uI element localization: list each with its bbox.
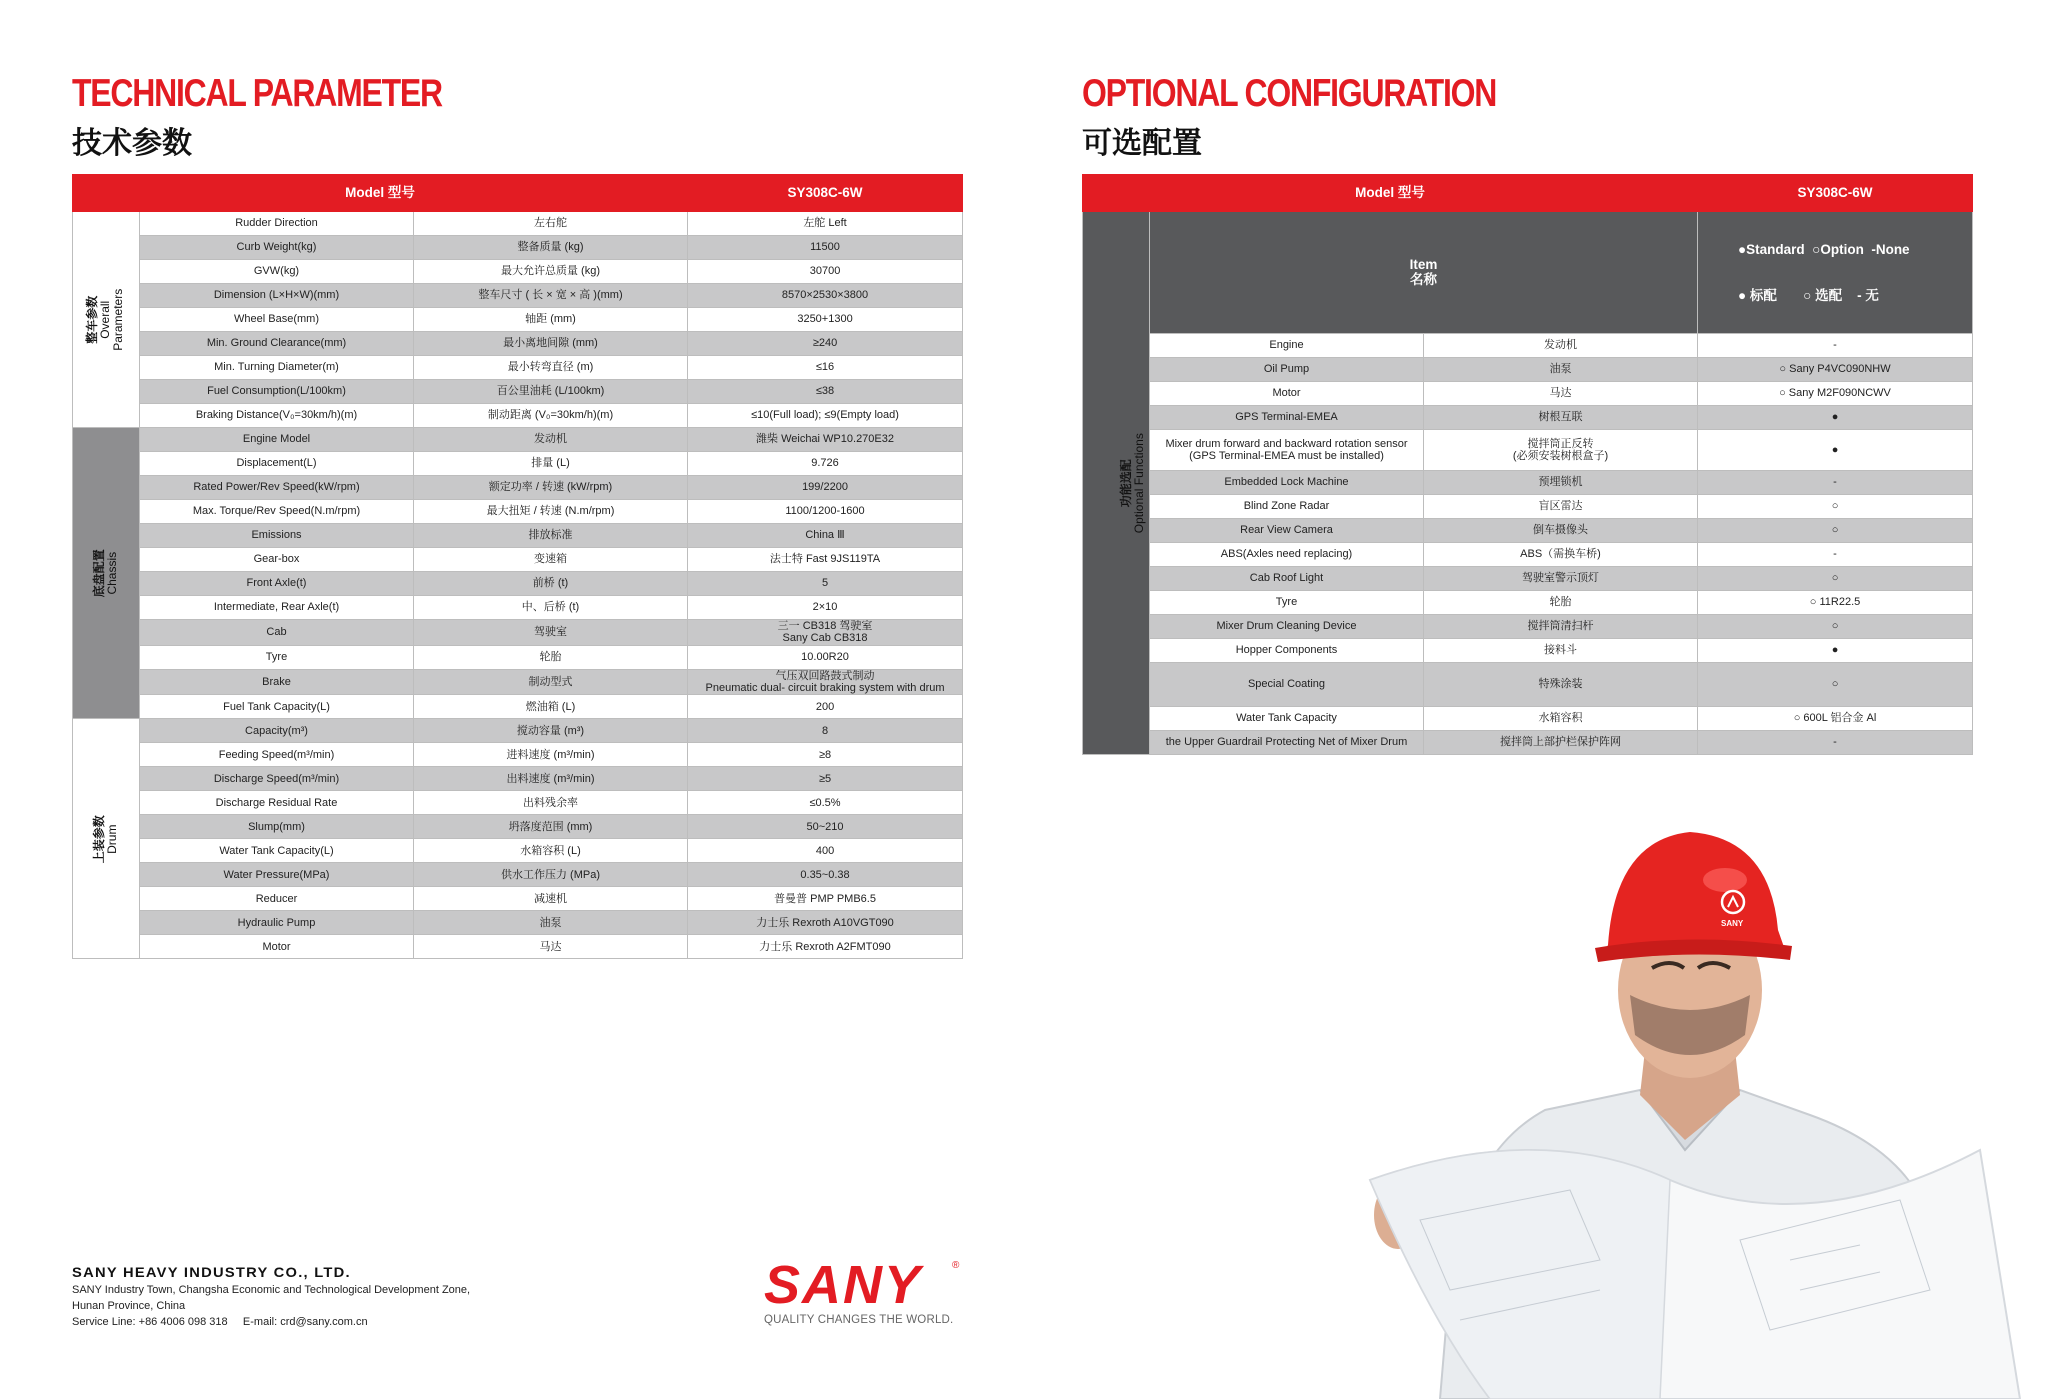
option-name-cn — [1424, 518, 1698, 542]
param-value — [688, 284, 963, 308]
param-value-text: ≥5 — [818, 772, 832, 785]
option-name-cn-text-2: (必须安装树根盒子) — [1512, 449, 1609, 462]
param-name-en: Reducer — [140, 887, 414, 911]
option-name-en-text: Tyre — [1275, 596, 1298, 609]
param-name-en: Emissions — [140, 524, 414, 548]
table-row — [73, 911, 963, 935]
optional-functions-section — [1083, 212, 1150, 755]
table-row — [73, 212, 963, 236]
param-name-cn: 排量 (L) — [414, 452, 688, 476]
param-name-en: Rudder Direction — [140, 212, 414, 236]
param-name-en: Max. Torque/Rev Speed(N.m/rpm) — [140, 500, 414, 524]
company-contact: Service Line: +86 4006 098 318 E-mail: crd@sany.com.cn — [72, 1315, 368, 1328]
param-value — [688, 476, 963, 500]
param-value-text: 0.35~0.38 — [800, 868, 850, 881]
section-label-en-2: Parameters — [111, 288, 126, 351]
param-name-cn: 左右舵 — [414, 212, 688, 236]
param-name-cn: 制动距离 (V₀=30km/h)(m) — [414, 404, 688, 428]
param-name-cn: 前桥 (t) — [414, 572, 688, 596]
param-value-text: ≤10(Full load); ≤9(Empty load) — [751, 409, 899, 422]
option-name-en — [1150, 405, 1424, 429]
option-availability: ○ Sany M2F090NCWV — [1698, 381, 1973, 405]
technical-parameter-title: TECHNICAL PARAMETER — [72, 72, 442, 115]
section-label-cn: 整车参数 — [85, 295, 100, 344]
option-name-en — [1150, 638, 1424, 662]
param-value-text: 力士乐 Rexroth A10VGT090 — [756, 916, 894, 929]
table-row — [73, 356, 963, 380]
param-name-en: Engine Model — [140, 428, 414, 452]
param-value — [688, 596, 963, 620]
table-row — [73, 236, 963, 260]
param-value-text: 199/2200 — [802, 481, 848, 494]
technical-parameter-table — [72, 174, 963, 959]
param-name-en: Cab — [140, 620, 414, 646]
table-row — [1083, 429, 1973, 470]
option-name-en-text: ABS(Axles need replacing) — [1220, 548, 1353, 561]
table-row — [1083, 494, 1973, 518]
section-label-cell — [73, 719, 140, 959]
option-name-en — [1150, 494, 1424, 518]
option-availability: ○ — [1698, 566, 1973, 590]
param-value — [688, 452, 963, 476]
option-availability: - — [1698, 730, 1973, 754]
param-name-en: Curb Weight(kg) — [140, 236, 414, 260]
param-value-text: 1100/1200-1600 — [785, 505, 865, 518]
option-name-en — [1150, 730, 1424, 754]
param-name-en: Water Tank Capacity(L) — [140, 839, 414, 863]
option-name-en — [1150, 357, 1424, 381]
param-value — [688, 863, 963, 887]
option-availability: ● — [1698, 638, 1973, 662]
table-row — [73, 767, 963, 791]
param-name-cn: 水箱容积 (L) — [414, 839, 688, 863]
company-info — [72, 1262, 470, 1331]
param-value-text: ≥8 — [818, 748, 832, 761]
param-name-en: Min. Turning Diameter(m) — [140, 356, 414, 380]
legend-header — [1698, 212, 1973, 334]
param-value-text: 200 — [815, 700, 835, 713]
param-value — [688, 911, 963, 935]
model-header-label: Model 型号 — [73, 175, 688, 212]
param-value-text: 5 — [821, 577, 829, 590]
opt-model-header-label: Model 型号 — [1083, 175, 1698, 212]
param-value-text: China Ⅲ — [805, 529, 845, 542]
param-name-cn: 排放标准 — [414, 524, 688, 548]
table-row — [73, 524, 963, 548]
table-row — [1083, 333, 1973, 357]
option-name-cn-text: 水箱容积 — [1538, 712, 1583, 725]
table-row — [1083, 405, 1973, 429]
param-value-text: 400 — [815, 844, 835, 857]
option-name-cn — [1424, 470, 1698, 494]
company-address-line-1: SANY Industry Town, Changsha Economic and Technological Development Zone, — [72, 1283, 471, 1296]
option-name-en-text: Cab Roof Light — [1249, 572, 1324, 585]
param-name-cn: 减速机 — [414, 887, 688, 911]
option-name-cn-text: 树根互联 — [1538, 411, 1583, 424]
engineer-with-blueprint-image — [1340, 820, 2030, 1399]
param-value — [688, 380, 963, 404]
table-row — [73, 500, 963, 524]
param-name-cn: 油泵 — [414, 911, 688, 935]
option-name-en-text: Embedded Lock Machine — [1224, 476, 1349, 489]
param-name-en: Hydraulic Pump — [140, 911, 414, 935]
param-name-cn: 制动型式 — [414, 669, 688, 695]
table-row — [73, 596, 963, 620]
param-name-en: Capacity(m³) — [140, 719, 414, 743]
param-value — [688, 669, 963, 695]
param-value-text: 潍柴 Weichai WP10.270E32 — [756, 433, 894, 446]
param-value-text: 3250+1300 — [797, 313, 853, 326]
table-row — [73, 428, 963, 452]
option-name-cn — [1424, 405, 1698, 429]
sany-logo — [764, 1255, 960, 1326]
option-name-en-text: Oil Pump — [1263, 363, 1310, 376]
option-name-cn — [1424, 590, 1698, 614]
param-name-en: Rated Power/Rev Speed(kW/rpm) — [140, 476, 414, 500]
option-name-cn — [1424, 566, 1698, 590]
option-availability: ● — [1698, 405, 1973, 429]
param-value — [688, 791, 963, 815]
option-name-cn-text: ABS（需换车桥) — [1520, 548, 1601, 561]
table-row — [73, 791, 963, 815]
param-value-text: ≤0.5% — [809, 796, 841, 809]
option-name-en-text: Hopper Components — [1235, 644, 1338, 657]
table-row — [73, 380, 963, 404]
table-row — [73, 404, 963, 428]
param-name-cn: 搅动容量 (m³) — [414, 719, 688, 743]
table-row — [73, 863, 963, 887]
param-name-cn: 出料残余率 — [414, 791, 688, 815]
table-row — [1083, 706, 1973, 730]
param-value-text: 9.726 — [811, 457, 839, 470]
param-name-cn: 最小离地间隙 (mm) — [414, 332, 688, 356]
param-name-cn: 供水工作压力 (MPa) — [414, 863, 688, 887]
option-name-cn-text: 驾驶室警示顶灯 — [1522, 572, 1599, 585]
optional-configuration-title: OPTIONAL CONFIGURATION — [1082, 72, 1497, 115]
param-value — [688, 548, 963, 572]
table-row — [73, 332, 963, 356]
table-row — [73, 284, 963, 308]
param-value-text: ≤16 — [815, 361, 835, 374]
section-label-cell — [73, 428, 140, 719]
legend-line-2: ● 标配 ○ 选配 - 无 — [1738, 287, 1879, 303]
option-name-cn — [1424, 542, 1698, 566]
param-name-en: Braking Distance(V₀=30km/h)(m) — [140, 404, 414, 428]
section-label — [93, 815, 119, 863]
option-name-en — [1150, 590, 1424, 614]
param-name-en: Brake — [140, 669, 414, 695]
option-name-cn-text: 特殊涂装 — [1538, 678, 1583, 691]
option-name-en — [1150, 662, 1424, 706]
option-name-cn-text: 接料斗 — [1544, 644, 1577, 657]
param-value — [688, 935, 963, 959]
option-name-cn-text: 马达 — [1549, 387, 1572, 400]
table-row — [73, 887, 963, 911]
opt-model-header-value: SY308C-6W — [1698, 175, 1973, 212]
section-label-cn: 底盘配置 — [91, 549, 106, 598]
table-row — [1083, 730, 1973, 754]
param-value — [688, 719, 963, 743]
company-name: SANY HEAVY INDUSTRY CO., LTD. — [72, 1264, 351, 1280]
param-name-en: Discharge Speed(m³/min) — [140, 767, 414, 791]
table-row — [73, 548, 963, 572]
param-name-cn: 中、后桥 (t) — [414, 596, 688, 620]
section-label-cell — [73, 212, 140, 428]
param-name-cn: 额定功率 / 转速 (kW/rpm) — [414, 476, 688, 500]
option-name-en — [1150, 518, 1424, 542]
section-label-cn: 上装参数 — [91, 814, 106, 863]
option-name-en — [1150, 470, 1424, 494]
table-row — [1083, 614, 1973, 638]
param-name-en: Dimension (L×H×W)(mm) — [140, 284, 414, 308]
param-name-en: Fuel Tank Capacity(L) — [140, 695, 414, 719]
option-name-en — [1150, 614, 1424, 638]
option-availability: ○ — [1698, 518, 1973, 542]
section-label-en: Optional Functions — [1132, 432, 1147, 533]
param-value — [688, 524, 963, 548]
table-row — [73, 620, 963, 646]
table-row — [1083, 638, 1973, 662]
option-name-cn — [1424, 429, 1698, 470]
option-name-en — [1150, 706, 1424, 730]
section-label-en: Drum — [104, 824, 119, 854]
section-label-en: Chassis — [104, 551, 119, 595]
item-header-cn: 名称 — [1410, 272, 1437, 288]
table-row — [1083, 566, 1973, 590]
option-name-cn — [1424, 381, 1698, 405]
param-value-text: 8 — [821, 724, 829, 737]
table-row — [73, 669, 963, 695]
table-row — [1083, 381, 1973, 405]
option-name-en-text: the Upper Guardrail Protecting Net of Mixer Drum — [1165, 736, 1408, 749]
param-name-en: Gear-box — [140, 548, 414, 572]
option-name-cn-text: 搅拌筒清扫杆 — [1527, 620, 1594, 633]
option-name-en — [1150, 542, 1424, 566]
technical-parameter-title-cn: 技术参数 — [72, 126, 192, 161]
param-value — [688, 332, 963, 356]
option-name-cn — [1424, 730, 1698, 754]
param-name-en: Water Pressure(MPa) — [140, 863, 414, 887]
param-value — [688, 815, 963, 839]
param-name-cn: 坍落度范围 (mm) — [414, 815, 688, 839]
item-header — [1150, 212, 1698, 334]
section-label-en: Overall — [98, 300, 113, 339]
param-value — [688, 212, 963, 236]
option-availability: - — [1698, 333, 1973, 357]
option-name-en-text: Special Coating — [1247, 678, 1326, 691]
option-name-en — [1150, 429, 1424, 470]
param-value-text: 30700 — [809, 265, 841, 278]
param-name-en: Motor — [140, 935, 414, 959]
table-row — [73, 743, 963, 767]
param-value — [688, 236, 963, 260]
option-availability: ○ — [1698, 494, 1973, 518]
option-availability: ○ 600L 铝合金 Al — [1698, 706, 1973, 730]
param-name-en: Front Axle(t) — [140, 572, 414, 596]
table-row — [73, 815, 963, 839]
logo-wordmark: SANY — [764, 1255, 923, 1315]
option-name-cn-text: 搅拌筒上部护栏保护阵网 — [1500, 736, 1621, 749]
legend-line-1: ●Standard ○Option -None — [1738, 242, 1910, 258]
param-value — [688, 428, 963, 452]
param-name-cn: 燃油箱 (L) — [414, 695, 688, 719]
param-name-cn: 发动机 — [414, 428, 688, 452]
param-value-text: 2×10 — [812, 601, 838, 614]
table-row — [73, 839, 963, 863]
param-value-text: ≤38 — [815, 385, 835, 398]
param-name-en: Discharge Residual Rate — [140, 791, 414, 815]
table-row — [73, 695, 963, 719]
option-name-cn-text: 倒车摄像头 — [1533, 524, 1588, 537]
param-value-text: 左舵 Left — [803, 217, 847, 230]
param-name-en: Intermediate, Rear Axle(t) — [140, 596, 414, 620]
param-name-cn: 整备质量 (kg) — [414, 236, 688, 260]
option-name-cn-text: 轮胎 — [1549, 596, 1572, 609]
table-row — [1083, 590, 1973, 614]
option-name-cn-text: 发动机 — [1544, 339, 1577, 352]
param-name-cn: 轴距 (mm) — [414, 308, 688, 332]
option-name-en-text: Mixer Drum Cleaning Device — [1216, 620, 1357, 633]
param-value — [688, 404, 963, 428]
model-header-value: SY308C-6W — [688, 175, 963, 212]
param-name-cn: 最小转弯直径 (m) — [414, 356, 688, 380]
option-name-cn — [1424, 494, 1698, 518]
param-value-text: 气压双回路鼓式制动 — [775, 669, 875, 682]
option-name-cn-text: 油泵 — [1549, 363, 1572, 376]
option-name-cn-text: 预埋锁机 — [1538, 476, 1583, 489]
param-value — [688, 260, 963, 284]
param-value — [688, 356, 963, 380]
option-name-cn — [1424, 706, 1698, 730]
param-name-en: Feeding Speed(m³/min) — [140, 743, 414, 767]
item-header-en: Item — [1409, 257, 1438, 273]
param-value-text: 10.00R20 — [801, 650, 849, 663]
option-name-cn — [1424, 357, 1698, 381]
param-name-en: Displacement(L) — [140, 452, 414, 476]
option-availability: - — [1698, 542, 1973, 566]
param-name-en: Tyre — [140, 645, 414, 669]
param-name-en: GVW(kg) — [140, 260, 414, 284]
option-availability: - — [1698, 470, 1973, 494]
option-name-en-text: Motor — [1272, 387, 1301, 400]
section-label — [86, 288, 126, 350]
option-name-cn-text: 盲区雷达 — [1538, 500, 1583, 513]
table-row — [73, 719, 963, 743]
company-address-line-2: Hunan Province, China — [72, 1299, 186, 1312]
param-value-text: 8570×2530×3800 — [781, 289, 869, 302]
table-row — [73, 476, 963, 500]
option-name-en — [1150, 333, 1424, 357]
option-name-en-text-2: (GPS Terminal-EMEA must be installed) — [1189, 449, 1384, 462]
param-name-en: Fuel Consumption(L/100km) — [140, 380, 414, 404]
param-value-text: 11500 — [810, 241, 840, 254]
section-label-cn: 功能选配 — [1118, 458, 1133, 507]
option-name-en-text: Rear View Camera — [1240, 524, 1333, 537]
table-row — [73, 260, 963, 284]
param-name-cn: 变速箱 — [414, 548, 688, 572]
option-name-cn — [1424, 333, 1698, 357]
param-name-cn: 百公里油耗 (L/100km) — [414, 380, 688, 404]
option-availability: ○ Sany P4VC090NHW — [1698, 357, 1973, 381]
param-value-text-2: Pneumatic dual- circuit braking system with drum — [705, 681, 945, 694]
table-row — [73, 308, 963, 332]
option-name-en-text: Water Tank Capacity — [1236, 712, 1337, 725]
option-name-cn — [1424, 614, 1698, 638]
param-name-cn: 整车尺寸 ( 长 × 宽 × 高 )(mm) — [414, 284, 688, 308]
option-name-en-text: Engine — [1269, 339, 1304, 352]
table-row — [73, 935, 963, 959]
param-value-text-2: Sany Cab CB318 — [782, 632, 868, 645]
option-availability: ○ — [1698, 614, 1973, 638]
param-value — [688, 839, 963, 863]
param-value — [688, 620, 963, 646]
option-name-en-text: GPS Terminal-EMEA — [1235, 411, 1338, 424]
option-name-cn-text: 搅拌筒正反转 — [1527, 437, 1594, 450]
param-value — [688, 743, 963, 767]
option-name-en — [1150, 566, 1424, 590]
table-row — [73, 572, 963, 596]
option-name-en — [1150, 381, 1424, 405]
param-value — [688, 500, 963, 524]
option-availability: ● — [1698, 429, 1973, 470]
param-value-text: 50~210 — [806, 820, 844, 833]
param-name-cn: 轮胎 — [414, 645, 688, 669]
param-value-text: 三一 CB318 驾驶室 — [777, 620, 873, 632]
table-row — [1083, 518, 1973, 542]
option-name-en-text: Mixer drum forward and backward rotation sensor — [1165, 437, 1408, 450]
registered-mark: ® — [952, 1260, 960, 1271]
param-value-text: 力士乐 Rexroth A2FMT090 — [759, 940, 891, 953]
table-row — [1083, 542, 1973, 566]
param-value-text: 法士特 Fast 9JS119TA — [769, 553, 881, 566]
param-value — [688, 767, 963, 791]
table-row — [1083, 357, 1973, 381]
param-value — [688, 695, 963, 719]
param-value — [688, 308, 963, 332]
param-value-text: ≥240 — [812, 337, 838, 350]
param-name-cn: 驾驶室 — [414, 620, 688, 646]
param-name-cn: 出料速度 (m³/min) — [414, 767, 688, 791]
param-name-en: Wheel Base(mm) — [140, 308, 414, 332]
table-row — [73, 452, 963, 476]
param-name-cn: 最大扭矩 / 转速 (N.m/rpm) — [414, 500, 688, 524]
option-name-cn — [1424, 662, 1698, 706]
param-value — [688, 572, 963, 596]
param-name-en: Slump(mm) — [140, 815, 414, 839]
option-availability: ○ — [1698, 662, 1973, 706]
param-value — [688, 645, 963, 669]
param-name-cn: 进料速度 (m³/min) — [414, 743, 688, 767]
param-value — [688, 887, 963, 911]
table-row — [1083, 662, 1973, 706]
helmet-logo-text: SANY — [1721, 919, 1744, 928]
table-row — [73, 645, 963, 669]
logo-slogan: QUALITY CHANGES THE WORLD. — [764, 1314, 954, 1326]
param-value-text: 普曼普 PMP PMB6.5 — [774, 892, 876, 905]
optional-configuration-title-cn: 可选配置 — [1082, 126, 1202, 161]
table-row — [1083, 470, 1973, 494]
option-availability: ○ 11R22.5 — [1698, 590, 1973, 614]
param-name-cn: 马达 — [414, 935, 688, 959]
optional-configuration-table — [1082, 174, 1973, 755]
option-name-en-text: Blind Zone Radar — [1243, 500, 1330, 513]
param-name-en: Min. Ground Clearance(mm) — [140, 332, 414, 356]
param-name-cn: 最大允许总质量 (kg) — [414, 260, 688, 284]
section-label — [93, 549, 119, 597]
option-name-cn — [1424, 638, 1698, 662]
